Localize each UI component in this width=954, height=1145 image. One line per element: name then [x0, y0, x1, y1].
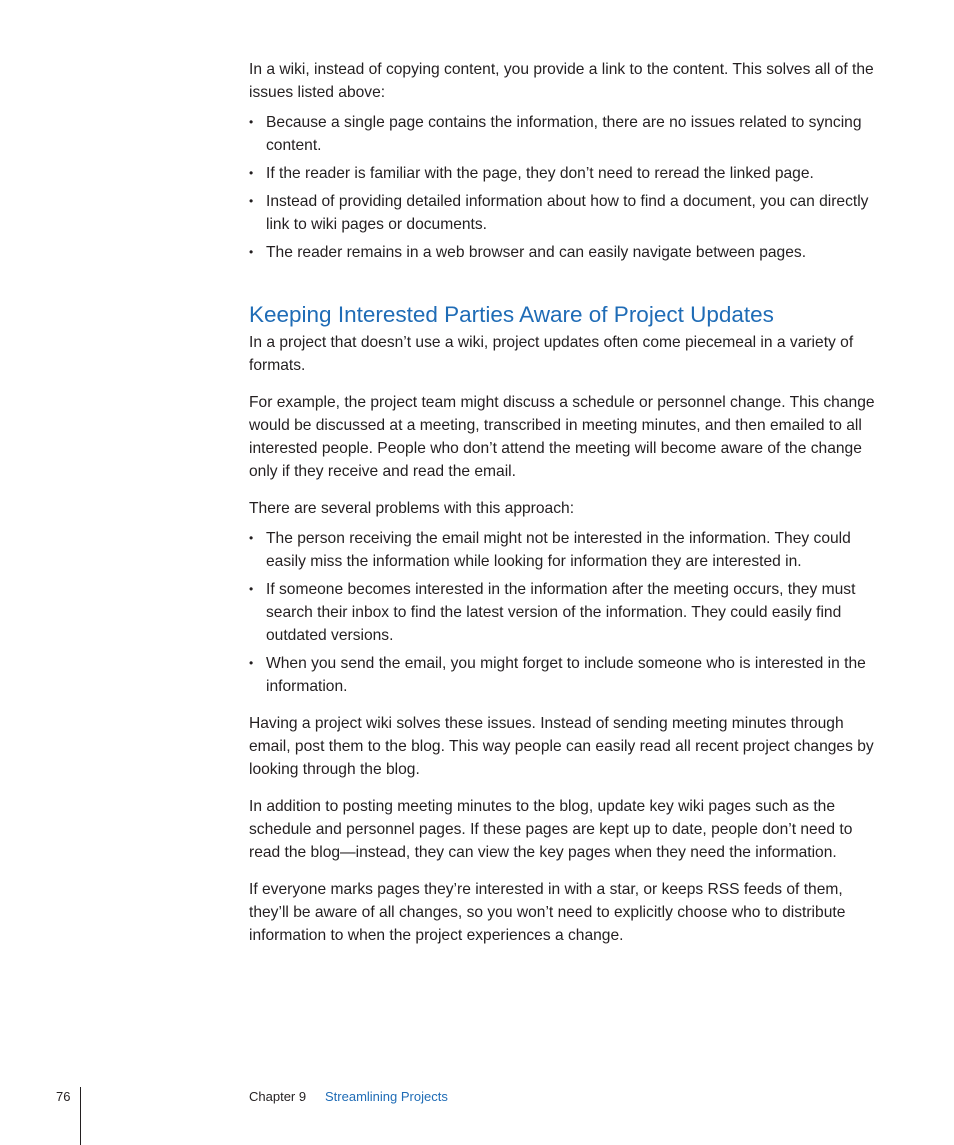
chapter-title: Streamlining Projects: [325, 1089, 448, 1104]
body-paragraph: In a project that doesn’t use a wiki, project updates often come piecemeal in a variety of formats.: [249, 334, 854, 374]
list-item: • The person receiving the email might not be interested in the information. They could easily miss the information while looking for information they are interested in.: [249, 527, 877, 573]
body-paragraph: There are several problems with this approach:: [249, 500, 575, 517]
list-item: • If the reader is familiar with the page, they don’t need to reread the linked page.: [249, 162, 877, 185]
list-item: • Instead of providing detailed information about how to find a document, you can directly link to wiki pages or documents.: [249, 190, 877, 236]
body-paragraph: For example, the project team might discuss a schedule or personnel change. This change would be discussed at a meeting, transcribed in meeting minutes, and then emailed to all interested people. People who don’t attend the meeting will become aware of the change only if they receive and read the email.: [249, 394, 875, 480]
page-number: 76: [56, 1089, 71, 1104]
list-item: • The reader remains in a web browser and can easily navigate between pages.: [249, 241, 877, 264]
body-paragraph: Having a project wiki solves these issues. Instead of sending meeting minutes through email, post them to the blog. This way people can easily read all recent project changes by looking through the blog.: [249, 715, 874, 778]
footer-divider: [80, 1087, 81, 1145]
body-paragraph: In addition to posting meeting minutes to the blog, update key wiki pages such as the schedule and personnel pages. If these pages are kept up to date, people don’t need to read the blog—instead, they can view the key pages when they need the information.: [249, 798, 853, 861]
chapter-label: Chapter 9: [249, 1089, 307, 1104]
list-item: • If someone becomes interested in the information after the meeting occurs, they must search their inbox to find the latest version of the information. They could easily find outdated versions.: [249, 578, 877, 647]
page-body: [249, 58, 877, 947]
section-heading: Keeping Interested Parties Aware of Project Updates: [249, 302, 774, 327]
intro-paragraph: In a wiki, instead of copying content, you provide a link to the content. This solves all of the issues listed above:: [249, 61, 874, 101]
body-paragraph: If everyone marks pages they’re interested in with a star, or keeps RSS feeds of them, they’ll be aware of all changes, so you won’t need to explicitly choose who to distribute information to when the project experiences a change.: [249, 881, 846, 944]
list-item: • Because a single page contains the information, there are no issues related to syncing content.: [249, 111, 877, 157]
intro-bullet-list: [249, 111, 877, 264]
list-item: • When you send the email, you might forget to include someone who is interested in the information.: [249, 652, 877, 698]
problems-bullet-list: [249, 527, 877, 698]
